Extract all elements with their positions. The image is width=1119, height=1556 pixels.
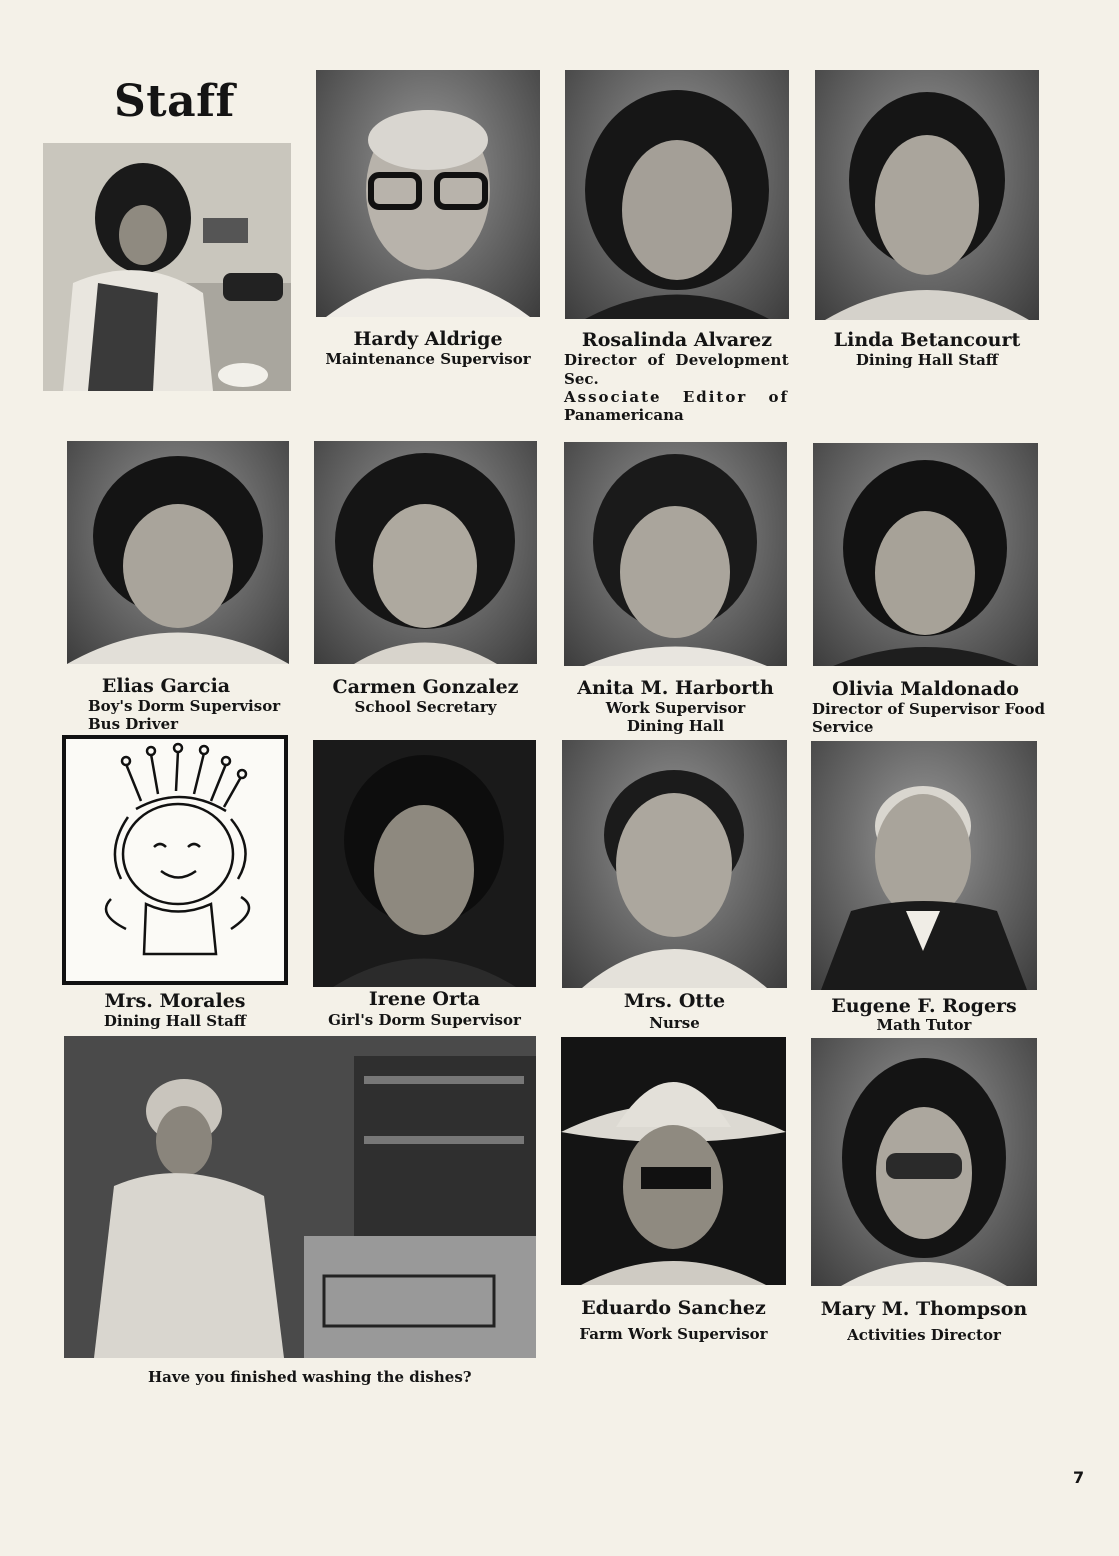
staff-role: Maintenance Supervisor xyxy=(325,350,531,368)
portrait-photo xyxy=(564,442,787,666)
portrait-photo xyxy=(811,741,1037,990)
page-number: 7 xyxy=(1073,1468,1085,1487)
staff-role: Boy's Dorm Supervisor xyxy=(88,697,281,715)
staff-role: Girl's Dorm Supervisor xyxy=(328,1011,521,1029)
portrait-photo xyxy=(815,70,1039,320)
staff-name: Eugene F. Rogers xyxy=(831,995,1017,1017)
portrait-photo xyxy=(565,70,789,319)
staff-role: Panamericana xyxy=(564,406,684,424)
photo-caption: Have you finished washing the dishes? xyxy=(148,1368,472,1386)
portrait-photo xyxy=(313,740,536,987)
candid-phone-photo xyxy=(43,143,291,391)
staff-name: Olivia Maldonado xyxy=(832,678,1019,700)
staff-role: Nurse xyxy=(649,1014,700,1032)
cartoon-queen-illustration xyxy=(62,735,288,985)
portrait-photo xyxy=(561,1037,786,1285)
staff-name: Rosalinda Alvarez xyxy=(581,329,773,351)
kitchen-candid-photo xyxy=(64,1036,536,1358)
staff-role: Dining Hall Staff xyxy=(855,351,999,369)
staff-name: Carmen Gonzalez xyxy=(332,676,519,698)
portrait-photo xyxy=(562,740,787,988)
portrait-photo xyxy=(316,70,540,317)
staff-role: Math Tutor xyxy=(876,1016,972,1034)
portrait-photo xyxy=(314,441,537,664)
staff-name: Hardy Aldrige xyxy=(353,328,503,350)
portrait-photo xyxy=(813,443,1038,666)
staff-role: Dining Hall Staff xyxy=(103,1012,247,1030)
staff-name: Mary M. Thompson xyxy=(820,1298,1028,1320)
staff-name: Mrs. Otte xyxy=(623,990,726,1012)
portrait-photo xyxy=(811,1038,1037,1286)
staff-role: Activities Director xyxy=(847,1326,1001,1344)
staff-name: Elias Garcia xyxy=(101,675,231,697)
staff-name: Anita M. Harborth xyxy=(577,677,774,699)
staff-name: Irene Orta xyxy=(368,988,481,1010)
staff-name: Mrs. Morales xyxy=(104,990,246,1012)
staff-role: Service xyxy=(812,718,874,736)
staff-role: Sec. xyxy=(564,370,599,388)
staff-role: Work Supervisor xyxy=(605,699,746,717)
staff-name: Linda Betancourt xyxy=(833,329,1021,351)
staff-role: Director of Development xyxy=(564,351,789,369)
portrait-photo xyxy=(67,441,289,664)
staff-role: Dining Hall xyxy=(626,717,725,735)
staff-role: Director of Supervisor Food xyxy=(812,700,1046,718)
staff-role: Bus Driver xyxy=(88,715,179,733)
page-title: Staff xyxy=(114,76,235,127)
staff-role: Farm Work Supervisor xyxy=(579,1325,768,1343)
staff-role: Associate Editor of xyxy=(564,388,789,406)
staff-name: Eduardo Sanchez xyxy=(581,1297,766,1319)
staff-role: School Secretary xyxy=(354,698,497,716)
